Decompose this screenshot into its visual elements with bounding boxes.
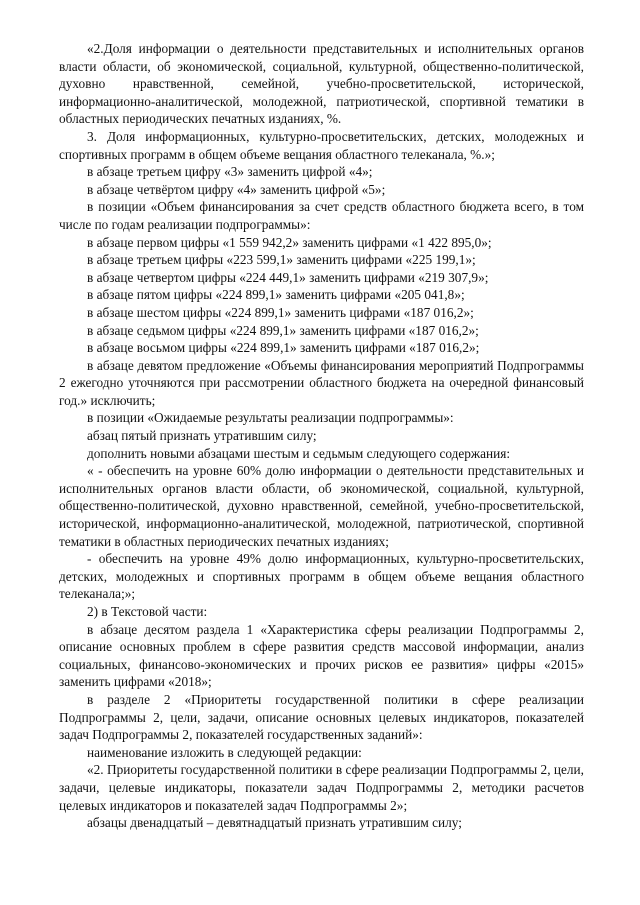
document-page xyxy=(59,40,584,832)
paragraph-replace-3: в абзаце третьем цифру «3» заменить цифрой «4»; xyxy=(87,164,373,180)
paragraph-new-title: «2. Приоритеты государственной политики в сфере реализации Подпрограммы 2, цели, задачи, целевые индикаторы, показатели задач Подпрограммы 2, методики расчетов целевых индикаторов и показателей задач Подпрограммы 2»; xyxy=(59,762,584,813)
paragraph-repeal: абзацы двенадцатый – девятнадцатый признать утратившим силу; xyxy=(87,815,462,831)
paragraph-add-new: дополнить новыми абзацами шестым и седьмым следующего содержания: xyxy=(87,445,511,461)
paragraph-results-position: в позиции «Ожидаемые результаты реализации подпрограммы»: xyxy=(87,410,454,426)
paragraph-funding-3: в абзаце третьем цифры «223 599,1» заменить цифрами «225 199,1»; xyxy=(87,252,476,268)
paragraph-section-1: в абзаце десятом раздела 1 «Характеристика сферы реализации Подпрограммы 2, описание основных проблем в сфере развития средств массовой информации, анализ социальных, финансово-экономических и прочих рисков ее развития» цифры «2015» заменить цифрами «2018»; xyxy=(59,621,584,690)
paragraph-new-7: - обеспечить на уровне 49% долю информационных, культурно-просветительских, детских, молодежных и спортивных программ в общем объеме вещания областного телеканала;»; xyxy=(59,551,584,602)
paragraph-funding-position: в позиции «Объем финансирования за счет средств областного бюджета всего, в том числе по годам реализации подпрограммы»: xyxy=(59,199,584,232)
paragraph-funding-7: в абзаце седьмом цифры «224 899,1» заменить цифрами «187 016,2»; xyxy=(87,322,479,338)
paragraph-title-edit: наименование изложить в следующей редакции: xyxy=(87,744,362,760)
paragraph-new-6: « - обеспечить на уровне 60% долю информации о деятельности представительных и исполнительных органов власти области, об экономической, социальной, культурной, общественно-политической, духовно нравственной, семейной, учебно-просветительской, исторической, информационно-аналитической, молодежной, патриотической, спортивной тематики в областных периодических печатных изданиях; xyxy=(59,463,584,549)
paragraph-funding-8: в абзаце восьмом цифры «224 899,1» заменить цифрами «187 016,2»; xyxy=(87,340,480,356)
paragraph-funding-4: в абзаце четвертом цифры «224 449,1» заменить цифрами «219 307,9»; xyxy=(87,269,489,285)
paragraph-indicator-3: 3. Доля информационных, культурно-просветительских, детских, молодежных и спортивных программ в общем объеме вещания областного телеканала, %.»; xyxy=(59,128,584,162)
paragraph-section-2: в разделе 2 «Приоритеты государственной политики в сфере реализации Подпрограммы 2, цели, задачи, описание основных целевых индикаторов, показателей задач Подпрограммы 2, показателей государственных заданий»: xyxy=(59,691,584,743)
paragraph-funding-6: в абзаце шестом цифры «224 899,1» заменить цифрами «187 016,2»; xyxy=(87,304,474,320)
paragraph-funding-1: в абзаце первом цифры «1 559 942,2» заменить цифрами «1 422 895,0»; xyxy=(87,234,492,250)
paragraph-indicator-2: «2.Доля информации о деятельности представительных и исполнительных органов власти области, об экономической, социальной, культурной, общественно-политической, духовно нравственной, семейной, учебно-просветительской, исторической, информационно-аналитической, молодежной, патриотической, спортивной тематики в областных периодических печатных изданиях, %. xyxy=(59,41,584,127)
paragraph-replace-4: в абзаце четвёртом цифру «4» заменить цифрой «5»; xyxy=(87,181,386,197)
paragraph-text-part: 2) в Текстовой части: xyxy=(87,604,208,619)
paragraph-funding-9: в абзаце девятом предложение «Объемы финансирования мероприятий Подпрограммы 2 ежегодно уточняются при рассмотрении областного бюджета на очередной финансовый год.» исключить; xyxy=(59,357,584,408)
paragraph-funding-5: в абзаце пятом цифры «224 899,1» заменить цифрами «205 041,8»; xyxy=(87,287,465,303)
paragraph-results-5: абзац пятый признать утратившим силу; xyxy=(87,428,317,444)
